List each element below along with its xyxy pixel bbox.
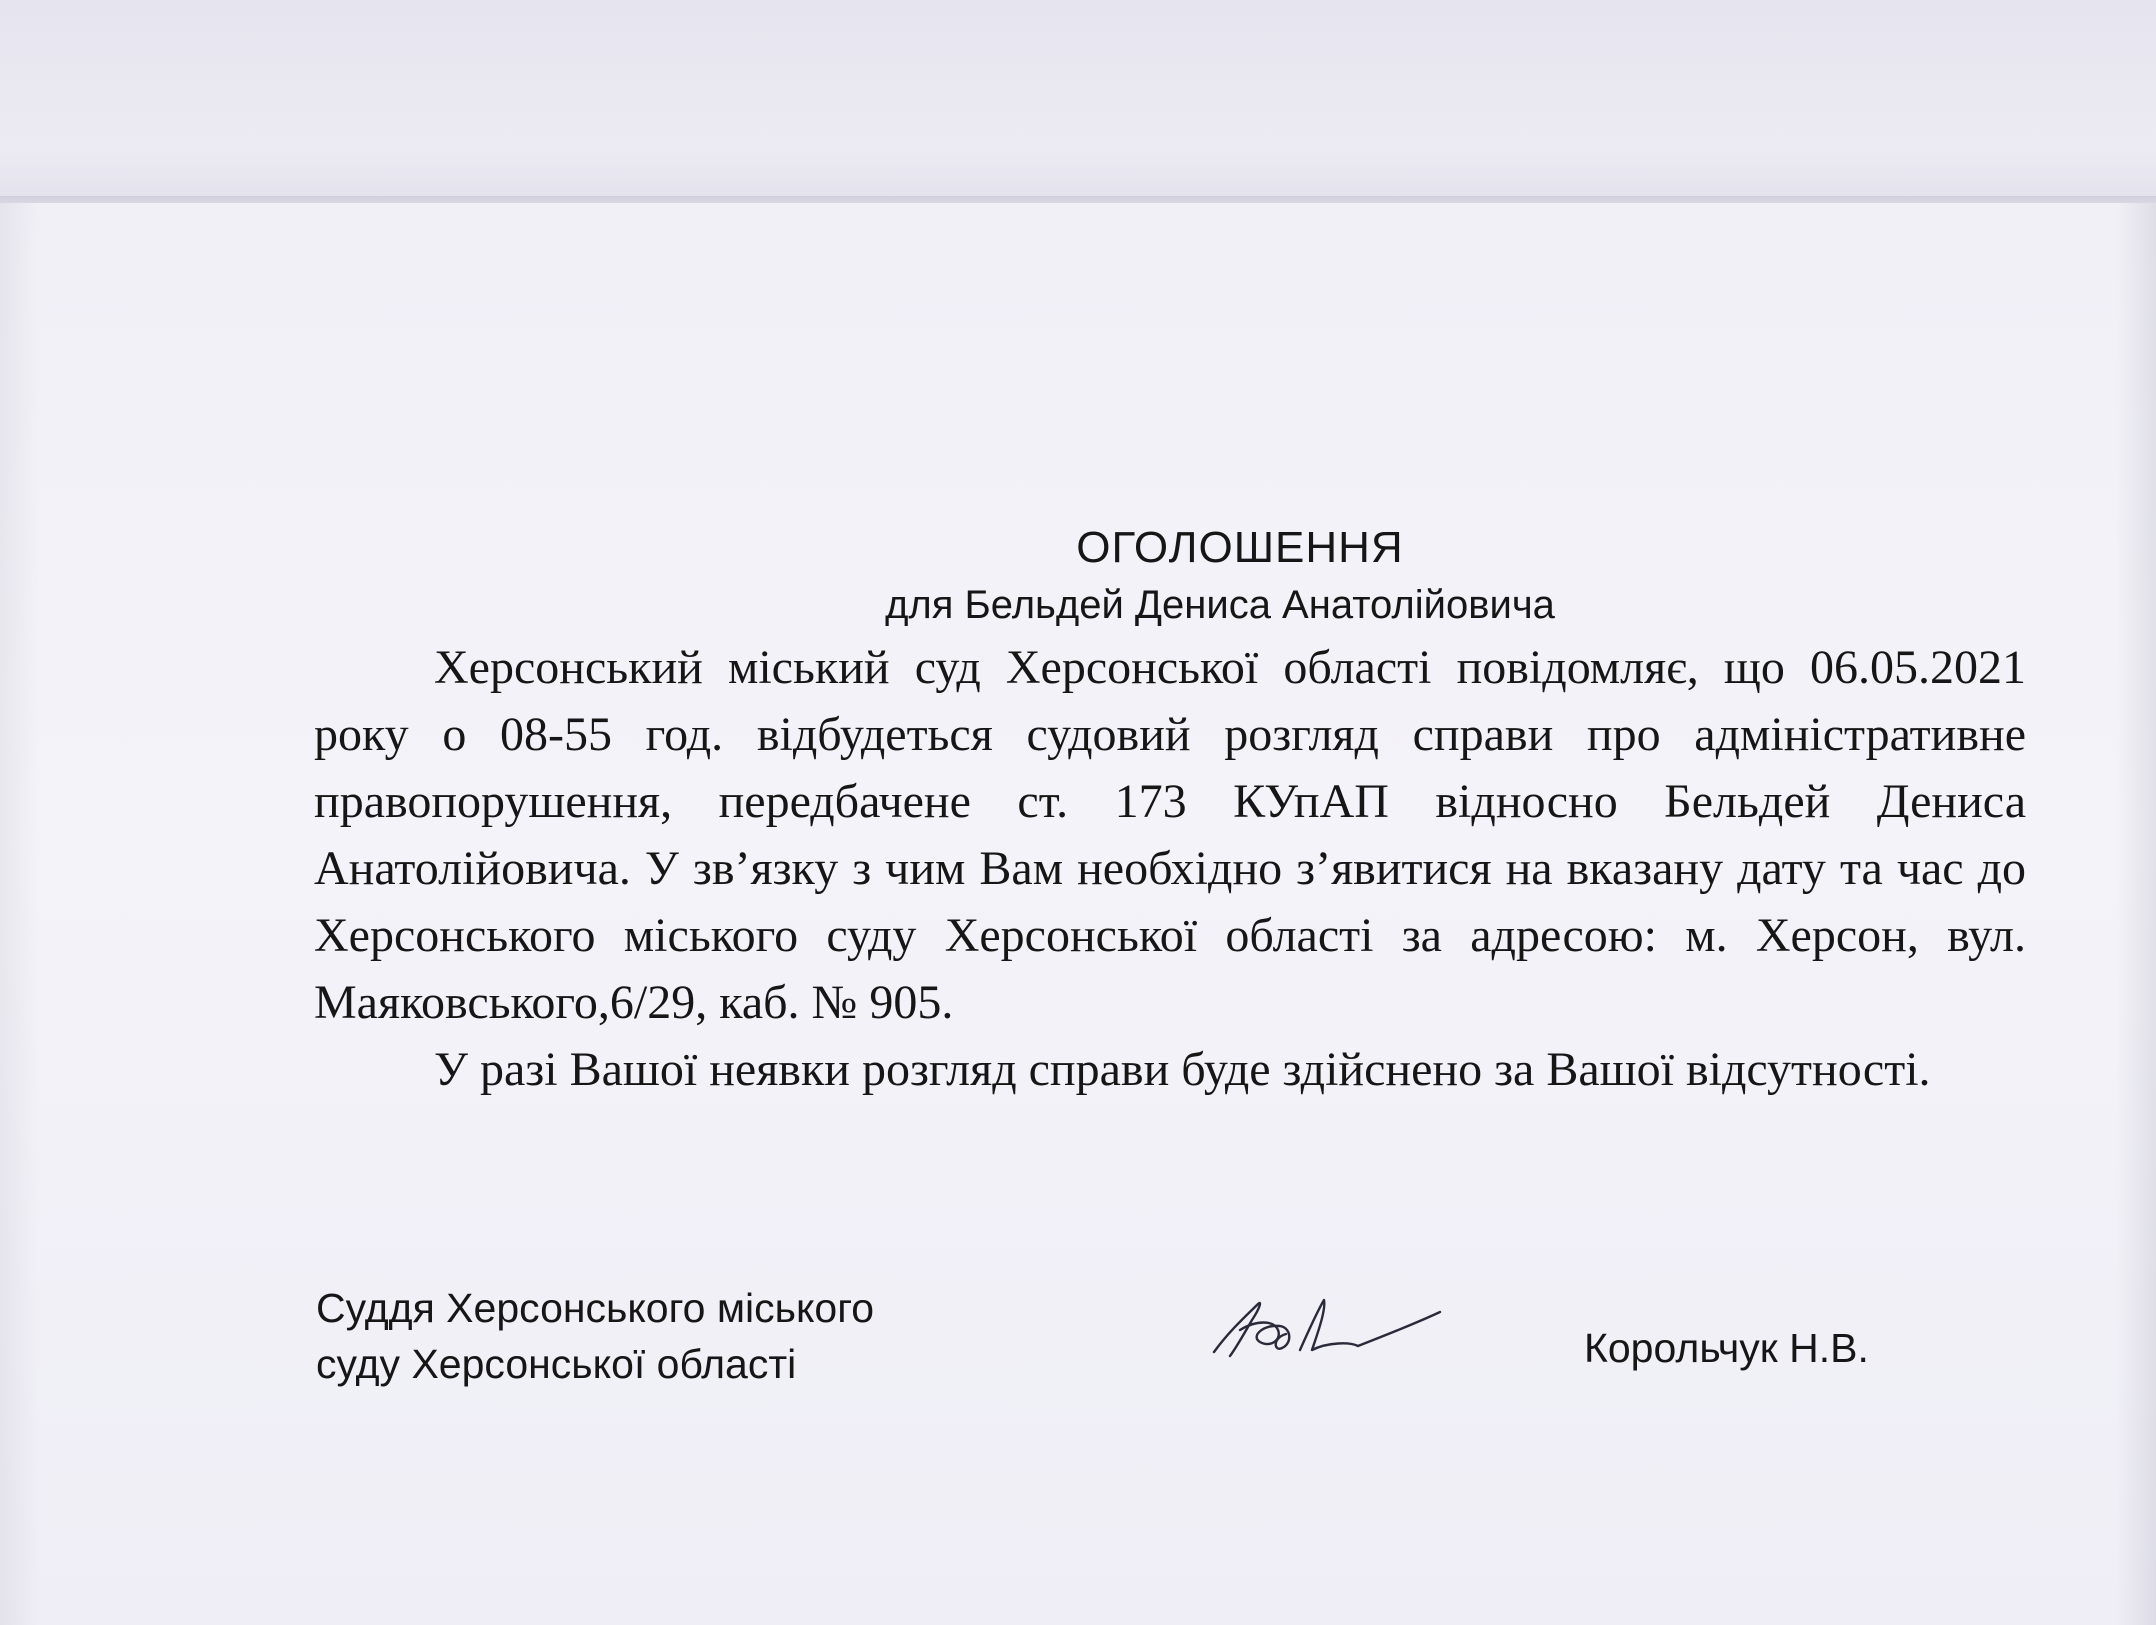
back-sheet: [0, 0, 2156, 210]
announcement-recipient: для Бельдей Дениса Анатолійовича: [885, 583, 1555, 627]
announcement-paragraph-absence: У разі Вашої неявки розгляд справи буде здійснено за Вашої відсутності.: [434, 1043, 1931, 1096]
announcement-paragraph-main: Херсонський міський суд Херсонської області повідомляє, що 06.05.2021 року о 08-55 год. відбудеться судовий розгляд справи про адміністративне правопорушення, передбачене ст. 173 КУпАП відносно Бельдей Дениса Анатолійовича. У зв’язку з чим Вам необхідно з’явитися на вказану дату та час до Херсонського міського суду Херсонської області за адресою: м. Херсон, вул. Маяковського,6/29, каб. № 905.: [314, 641, 2026, 1029]
judge-position: [316, 1280, 874, 1392]
sheet-left-shadow: [0, 203, 40, 1625]
judge-position-line1: Суддя Херсонського міського: [316, 1285, 875, 1331]
handwritten-signature: [1200, 1290, 1450, 1370]
announcement-body: [314, 520, 2026, 1103]
announcement-title: ОГОЛОШЕННЯ: [1076, 523, 1404, 572]
judge-name: Корольчук Н.В.: [1584, 1325, 1869, 1371]
judge-position-line2: суду Херсонської області: [316, 1341, 797, 1387]
sheet-right-shadow: [2116, 203, 2156, 1625]
